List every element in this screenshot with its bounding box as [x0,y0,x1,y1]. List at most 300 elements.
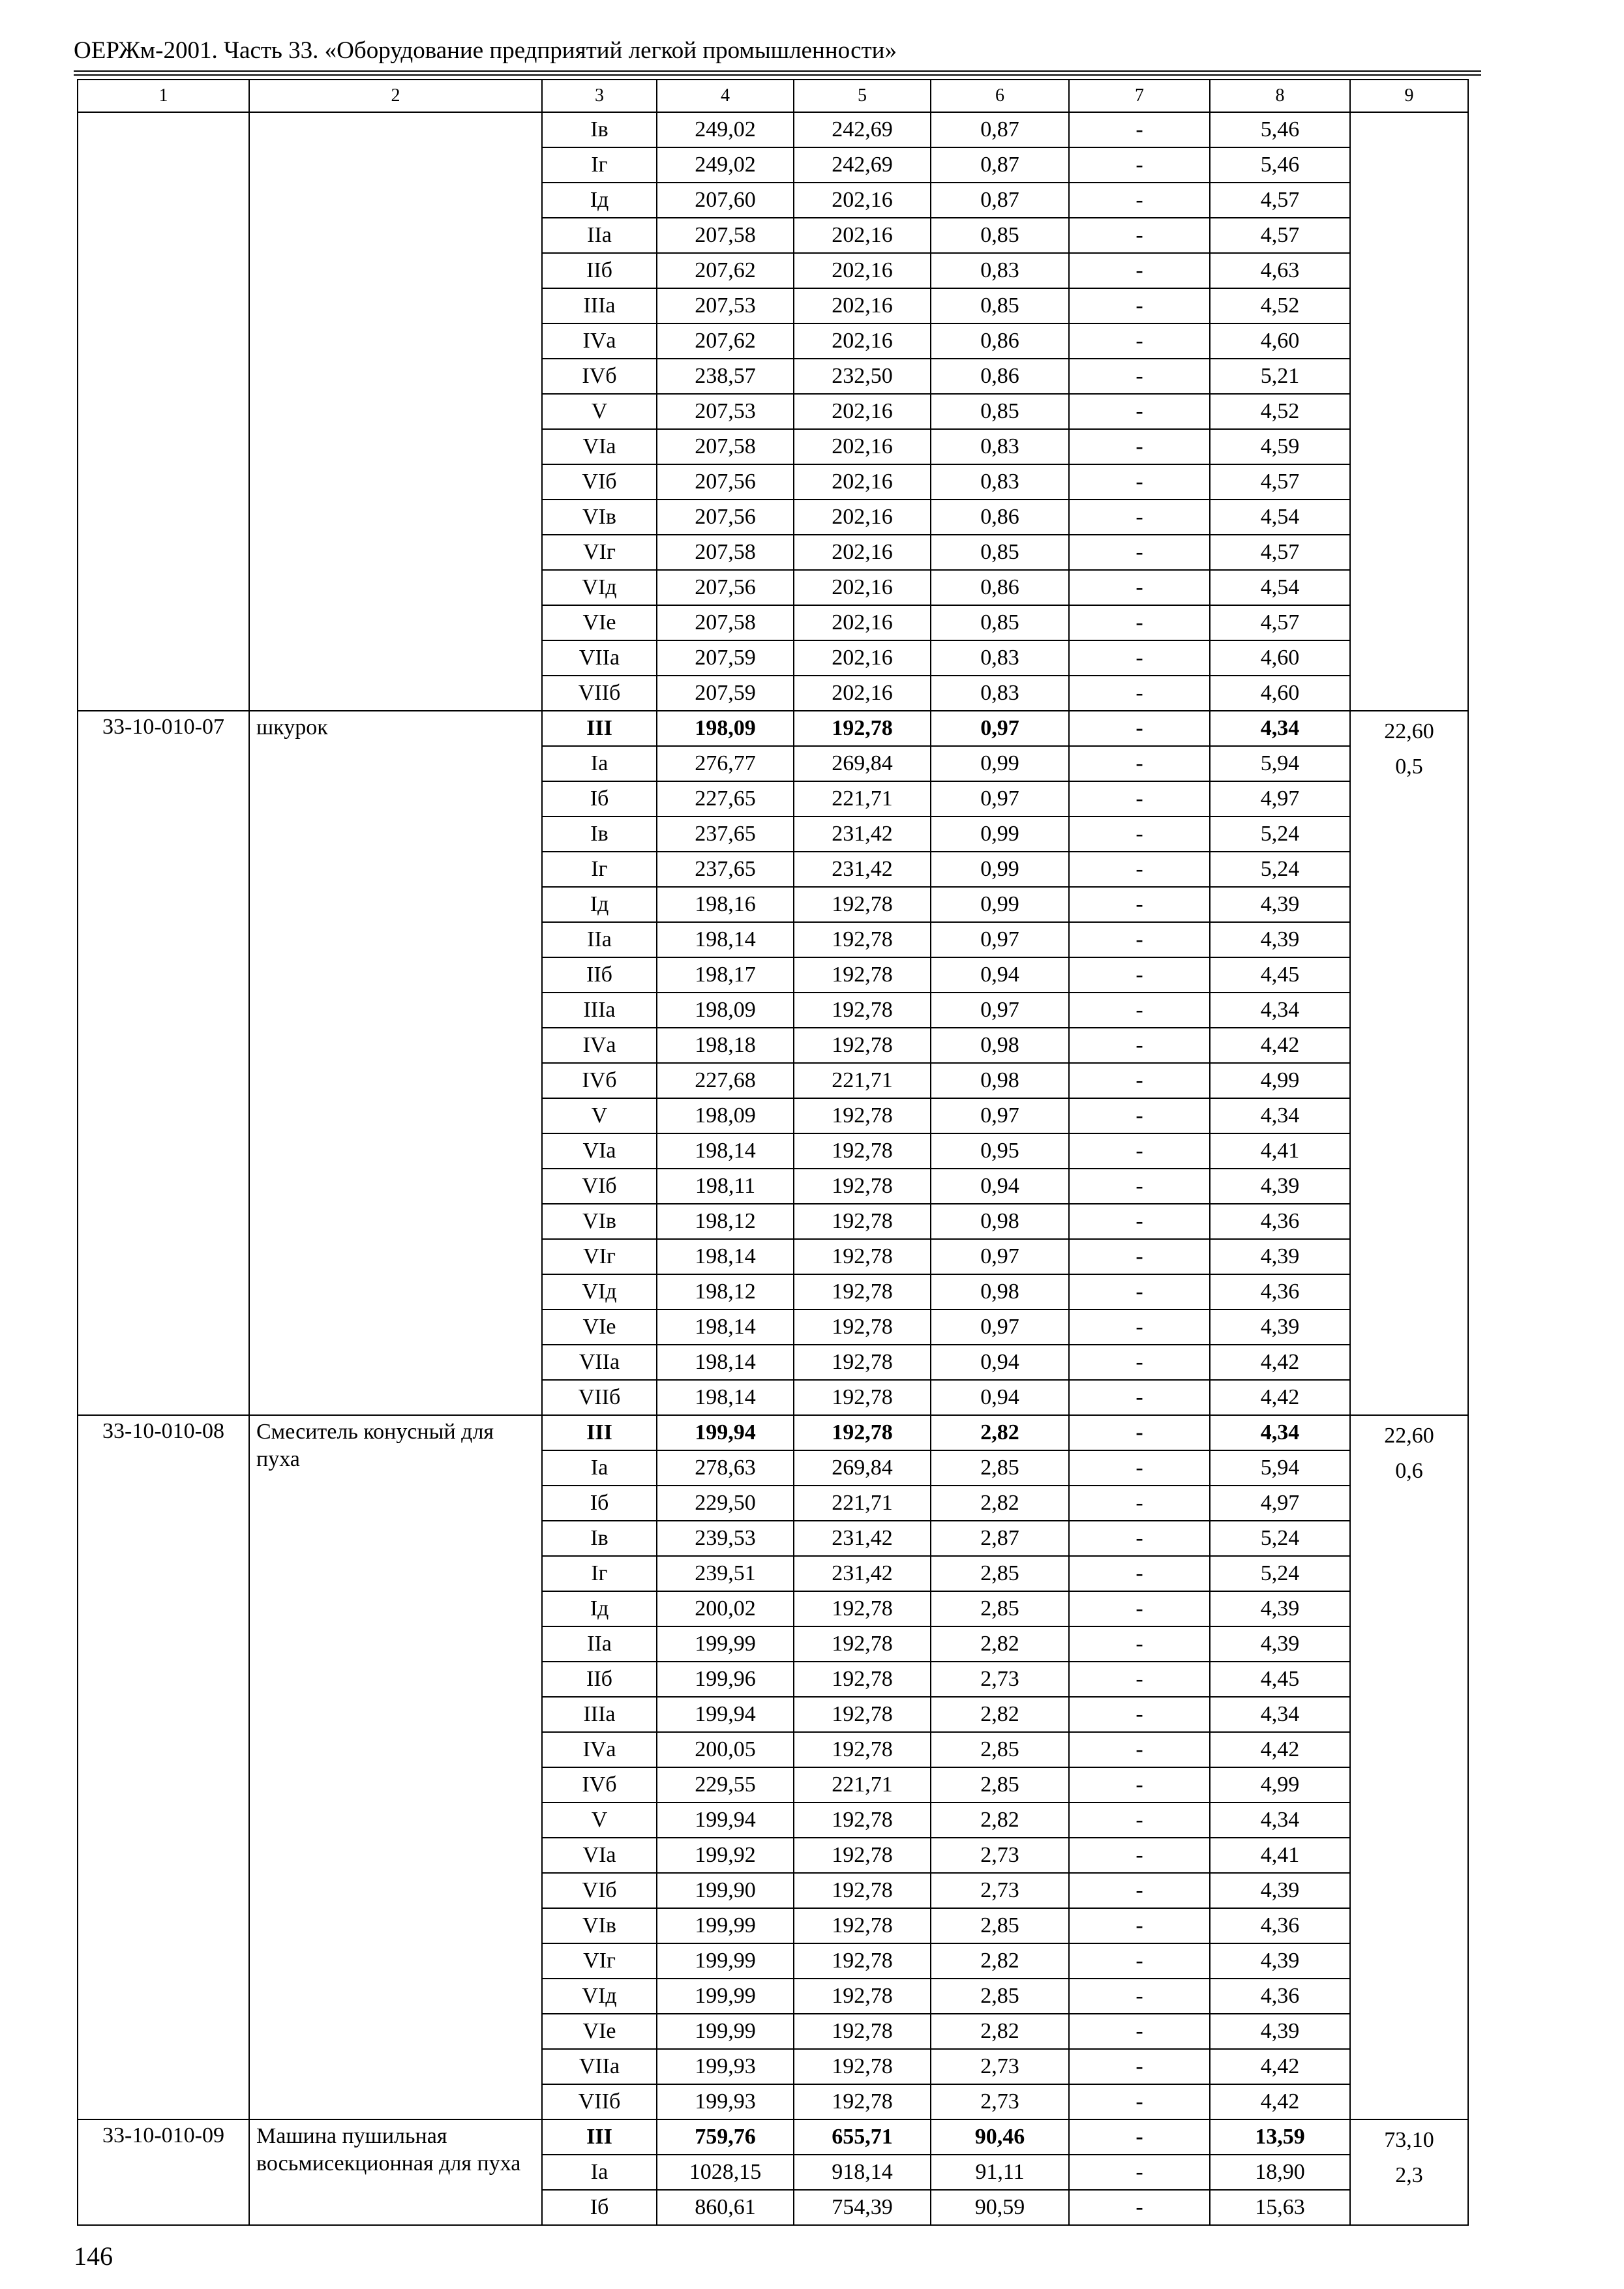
value-cell-c6: 0,86 [931,500,1069,535]
value-cell-c5: 192,78 [794,1697,931,1732]
table-row [78,2119,1468,2155]
value-cell-c7: - [1069,1873,1210,1908]
value-cell-c4: 198,12 [657,1274,794,1309]
value-cell-c3: IIIа [542,1697,657,1732]
value-cell-c8: 4,57 [1210,183,1350,218]
value-cell-c6: 2,73 [931,2049,1069,2084]
value-cell-c3: VIа [542,1838,657,1873]
value-cell-c5: 192,78 [794,1028,931,1063]
value-cell-c4: 199,99 [657,1943,794,1979]
value-cell-c3: VIIб [542,676,657,711]
value-cell-c3: Iг [542,147,657,183]
value-cell-c3: IIб [542,253,657,288]
value-cell-c4: 276,77 [657,746,794,781]
value-cell-c8: 4,42 [1210,1345,1350,1380]
value-cell-c5: 242,69 [794,147,931,183]
value-cell-c6: 2,82 [931,1486,1069,1521]
value-cell-c5: 231,42 [794,816,931,852]
value-cell-c3: IIIа [542,288,657,323]
value-cell-c5: 192,78 [794,2049,931,2084]
value-cell-c5: 231,42 [794,1521,931,1556]
value-cell-c5: 202,16 [794,253,931,288]
value-cell-c5: 192,78 [794,887,931,922]
value-cell-c4: 207,53 [657,394,794,429]
value-cell-c5: 192,78 [794,2084,931,2119]
value-cell-c3: Iд [542,1591,657,1626]
value-cell-c3: III [542,711,657,746]
value-cell-c7: - [1069,852,1210,887]
value-cell-c7: - [1069,570,1210,605]
value-cell-c7: - [1069,2084,1210,2119]
value-cell-c6: 0,97 [931,781,1069,816]
value-cell-c7: - [1069,1591,1210,1626]
value-cell-c4: 199,96 [657,1662,794,1697]
value-cell-c5: 242,69 [794,112,931,147]
equipment-name-cell [249,112,542,711]
value-cell-c8: 5,46 [1210,112,1350,147]
value-cell-c5: 192,78 [794,1415,931,1450]
value-cell-c6: 0,85 [931,288,1069,323]
value-cell-c3: IVб [542,1063,657,1098]
value-cell-c4: 227,68 [657,1063,794,1098]
value-cell-c6: 0,99 [931,852,1069,887]
column-9-cell [1350,1415,1468,2119]
value-cell-c3: IIа [542,922,657,957]
value-cell-c6: 2,82 [931,1803,1069,1838]
value-cell-c7: - [1069,1345,1210,1380]
value-cell-c6: 0,85 [931,605,1069,640]
value-cell-c4: 207,59 [657,676,794,711]
value-cell-c3: IIа [542,1626,657,1662]
value-cell-c5: 202,16 [794,676,931,711]
value-cell-c3: VIв [542,500,657,535]
value-cell-c4: 239,53 [657,1521,794,1556]
value-cell-c4: 207,58 [657,535,794,570]
value-cell-c7: - [1069,1063,1210,1098]
value-cell-c6: 90,46 [931,2119,1069,2155]
value-cell-c7: - [1069,1098,1210,1133]
value-cell-c6: 0,86 [931,570,1069,605]
value-cell-c6: 91,11 [931,2155,1069,2190]
value-cell-c4: 198,14 [657,922,794,957]
value-cell-c6: 0,94 [931,1169,1069,1204]
value-cell-c6: 0,94 [931,957,1069,993]
value-cell-c8: 4,39 [1210,1626,1350,1662]
column-number-cell: 4 [657,80,794,112]
value-cell-c5: 192,78 [794,1908,931,1943]
value-cell-c3: Iв [542,112,657,147]
value-cell-c3: VIв [542,1908,657,1943]
value-cell-c6: 0,87 [931,147,1069,183]
value-cell-c3: VIд [542,570,657,605]
value-cell-c8: 4,57 [1210,535,1350,570]
value-cell-c4: 198,18 [657,1028,794,1063]
value-cell-c5: 192,78 [794,1345,931,1380]
value-cell-c4: 207,60 [657,183,794,218]
value-cell-c3: VIб [542,1873,657,1908]
value-cell-c3: Iд [542,183,657,218]
document-header-title: ОЕРЖм-2001. Часть 33. «Оборудование предприятий легкой промышленности» [74,37,897,64]
value-cell-c4: 200,02 [657,1591,794,1626]
value-cell-c6: 0,97 [931,1309,1069,1345]
value-cell-c8: 4,60 [1210,323,1350,359]
value-cell-c5: 202,16 [794,288,931,323]
header-rule [74,74,1481,76]
value-cell-c7: - [1069,1133,1210,1169]
value-cell-c5: 202,16 [794,640,931,676]
value-cell-c4: 207,62 [657,323,794,359]
value-cell-c3: V [542,394,657,429]
value-cell-c7: - [1069,2119,1210,2155]
value-cell-c6: 2,73 [931,1662,1069,1697]
value-cell-c4: 199,94 [657,1697,794,1732]
value-cell-c7: - [1069,1521,1210,1556]
value-cell-c7: - [1069,1767,1210,1803]
column-number-cell: 6 [931,80,1069,112]
value-cell-c4: 199,90 [657,1873,794,1908]
value-cell-c3: VIIа [542,1345,657,1380]
value-cell-c6: 0,87 [931,112,1069,147]
column-number-cell: 9 [1350,80,1468,112]
value-cell-c4: 199,99 [657,2014,794,2049]
column-number-cell: 7 [1069,80,1210,112]
value-cell-c5: 192,78 [794,993,931,1028]
value-cell-c8: 4,97 [1210,1486,1350,1521]
value-cell-c6: 2,85 [931,1556,1069,1591]
value-cell-c8: 4,36 [1210,1204,1350,1239]
value-cell-c5: 202,16 [794,605,931,640]
value-cell-c6: 0,97 [931,922,1069,957]
value-cell-c5: 192,78 [794,1979,931,2014]
value-cell-c3: VIе [542,605,657,640]
value-cell-c7: - [1069,1626,1210,1662]
value-cell-c4: 207,62 [657,253,794,288]
column-9-cell [1350,711,1468,1415]
value-cell-c8: 4,34 [1210,711,1350,746]
value-cell-c7: - [1069,147,1210,183]
value-cell-c7: - [1069,922,1210,957]
value-cell-c5: 202,16 [794,500,931,535]
value-cell-c4: 227,65 [657,781,794,816]
value-cell-c7: - [1069,1979,1210,2014]
value-cell-c4: 198,09 [657,1098,794,1133]
value-cell-c3: IVб [542,1767,657,1803]
value-cell-c5: 192,78 [794,1098,931,1133]
value-cell-c7: - [1069,1028,1210,1063]
value-cell-c6: 0,83 [931,640,1069,676]
column-9-value: 0,5 [1395,755,1423,779]
value-cell-c8: 4,39 [1210,922,1350,957]
column-9-value: 22,60 [1384,719,1434,743]
value-cell-c8: 4,41 [1210,1838,1350,1873]
value-cell-c4: 860,61 [657,2190,794,2225]
value-cell-c5: 192,78 [794,1274,931,1309]
column-number-cell: 1 [78,80,249,112]
value-cell-c5: 192,78 [794,1662,931,1697]
value-cell-c4: 207,58 [657,605,794,640]
value-cell-c3: IIа [542,218,657,253]
value-cell-c7: - [1069,1169,1210,1204]
value-cell-c5: 192,78 [794,957,931,993]
value-cell-c3: VIIа [542,2049,657,2084]
value-cell-c5: 754,39 [794,2190,931,2225]
value-cell-c6: 2,82 [931,1697,1069,1732]
value-cell-c3: Iг [542,1556,657,1591]
resource-code-cell: 33-10-010-09 [78,2119,249,2225]
value-cell-c7: - [1069,112,1210,147]
value-cell-c4: 207,56 [657,500,794,535]
value-cell-c5: 192,78 [794,2014,931,2049]
rates-table [77,79,1469,2226]
value-cell-c3: IVб [542,359,657,394]
value-cell-c5: 231,42 [794,852,931,887]
value-cell-c7: - [1069,957,1210,993]
value-cell-c7: - [1069,218,1210,253]
value-cell-c6: 2,82 [931,1626,1069,1662]
value-cell-c8: 4,39 [1210,1309,1350,1345]
value-cell-c6: 0,98 [931,1204,1069,1239]
value-cell-c7: - [1069,1309,1210,1345]
value-cell-c3: Iг [542,852,657,887]
value-cell-c6: 0,85 [931,535,1069,570]
value-cell-c7: - [1069,253,1210,288]
value-cell-c6: 2,85 [931,1979,1069,2014]
value-cell-c7: - [1069,605,1210,640]
value-cell-c6: 0,98 [931,1063,1069,1098]
value-cell-c4: 199,99 [657,1979,794,2014]
value-cell-c4: 198,11 [657,1169,794,1204]
column-9-value: 0,6 [1395,1459,1423,1483]
value-cell-c6: 0,85 [931,218,1069,253]
value-cell-c5: 221,71 [794,781,931,816]
value-cell-c8: 4,45 [1210,957,1350,993]
value-cell-c6: 0,83 [931,676,1069,711]
value-cell-c8: 4,39 [1210,1591,1350,1626]
value-cell-c6: 0,94 [931,1345,1069,1380]
value-cell-c7: - [1069,2049,1210,2084]
value-cell-c8: 4,54 [1210,500,1350,535]
value-cell-c7: - [1069,1415,1210,1450]
value-cell-c7: - [1069,1204,1210,1239]
value-cell-c4: 199,94 [657,1415,794,1450]
value-cell-c4: 1028,15 [657,2155,794,2190]
column-9-value: 22,60 [1384,1424,1434,1448]
value-cell-c3: Iа [542,746,657,781]
value-cell-c3: Iв [542,1521,657,1556]
value-cell-c8: 4,34 [1210,1697,1350,1732]
value-cell-c6: 0,98 [931,1274,1069,1309]
value-cell-c3: VIа [542,1133,657,1169]
value-cell-c7: - [1069,711,1210,746]
value-cell-c8: 4,39 [1210,1169,1350,1204]
value-cell-c7: - [1069,1803,1210,1838]
value-cell-c5: 192,78 [794,1204,931,1239]
value-cell-c8: 4,34 [1210,1098,1350,1133]
value-cell-c5: 192,78 [794,1732,931,1767]
value-cell-c6: 2,85 [931,1450,1069,1486]
value-cell-c7: - [1069,288,1210,323]
column-number-cell: 5 [794,80,931,112]
value-cell-c7: - [1069,183,1210,218]
value-cell-c4: 239,51 [657,1556,794,1591]
value-cell-c4: 237,65 [657,816,794,852]
value-cell-c5: 269,84 [794,1450,931,1486]
value-cell-c5: 202,16 [794,464,931,500]
value-cell-c5: 192,78 [794,1309,931,1345]
value-cell-c7: - [1069,2014,1210,2049]
value-cell-c5: 192,78 [794,922,931,957]
equipment-name-cell: Машина пушильная восьмисекционная для пуха [249,2119,542,2225]
table-row [78,1415,1468,1450]
column-9-cell [1350,112,1468,711]
value-cell-c4: 237,65 [657,852,794,887]
value-cell-c6: 0,97 [931,1239,1069,1274]
value-cell-c3: Iд [542,887,657,922]
value-cell-c8: 4,39 [1210,1943,1350,1979]
value-cell-c3: VIд [542,1979,657,2014]
value-cell-c7: - [1069,429,1210,464]
equipment-name-cell: Смеситель конусный для пуха [249,1415,542,2119]
value-cell-c8: 4,39 [1210,887,1350,922]
value-cell-c5: 231,42 [794,1556,931,1591]
value-cell-c5: 192,78 [794,711,931,746]
value-cell-c8: 5,94 [1210,1450,1350,1486]
value-cell-c8: 4,45 [1210,1662,1350,1697]
value-cell-c4: 198,16 [657,887,794,922]
value-cell-c8: 4,54 [1210,570,1350,605]
value-cell-c8: 15,63 [1210,2190,1350,2225]
value-cell-c7: - [1069,781,1210,816]
value-cell-c4: 759,76 [657,2119,794,2155]
value-cell-c4: 207,56 [657,570,794,605]
value-cell-c4: 199,99 [657,1908,794,1943]
value-cell-c6: 2,85 [931,1908,1069,1943]
value-cell-c6: 0,97 [931,993,1069,1028]
value-cell-c5: 192,78 [794,1873,931,1908]
value-cell-c3: IIIа [542,993,657,1028]
value-cell-c6: 0,95 [931,1133,1069,1169]
value-cell-c8: 4,97 [1210,781,1350,816]
column-number-cell: 2 [249,80,542,112]
value-cell-c6: 0,87 [931,183,1069,218]
value-cell-c6: 2,73 [931,1873,1069,1908]
value-cell-c8: 5,46 [1210,147,1350,183]
value-cell-c6: 0,83 [931,253,1069,288]
value-cell-c5: 192,78 [794,1626,931,1662]
value-cell-c3: Iв [542,816,657,852]
value-cell-c5: 202,16 [794,218,931,253]
value-cell-c5: 202,16 [794,183,931,218]
value-cell-c4: 207,59 [657,640,794,676]
value-cell-c4: 207,56 [657,464,794,500]
value-cell-c7: - [1069,993,1210,1028]
value-cell-c4: 199,94 [657,1803,794,1838]
value-cell-c3: V [542,1098,657,1133]
value-cell-c3: VIIб [542,1380,657,1415]
value-cell-c3: IVа [542,323,657,359]
value-cell-c7: - [1069,1943,1210,1979]
value-cell-c8: 4,39 [1210,1239,1350,1274]
value-cell-c5: 192,78 [794,1239,931,1274]
value-cell-c8: 4,59 [1210,429,1350,464]
value-cell-c7: - [1069,2190,1210,2225]
value-cell-c3: IIб [542,957,657,993]
value-cell-c6: 2,82 [931,1415,1069,1450]
value-cell-c3: VIв [542,1204,657,1239]
value-cell-c7: - [1069,500,1210,535]
value-cell-c8: 5,94 [1210,746,1350,781]
value-cell-c4: 198,09 [657,993,794,1028]
value-cell-c3: V [542,1803,657,1838]
value-cell-c5: 192,78 [794,1803,931,1838]
value-cell-c8: 4,42 [1210,1028,1350,1063]
value-cell-c8: 5,24 [1210,852,1350,887]
value-cell-c4: 249,02 [657,112,794,147]
value-cell-c8: 4,39 [1210,2014,1350,2049]
value-cell-c5: 269,84 [794,746,931,781]
value-cell-c8: 5,21 [1210,359,1350,394]
value-cell-c5: 192,78 [794,1943,931,1979]
value-cell-c8: 4,34 [1210,993,1350,1028]
value-cell-c8: 4,36 [1210,1274,1350,1309]
value-cell-c3: VIб [542,1169,657,1204]
value-cell-c7: - [1069,464,1210,500]
value-cell-c5: 232,50 [794,359,931,394]
value-cell-c8: 4,57 [1210,218,1350,253]
value-cell-c7: - [1069,1239,1210,1274]
column-9-value: 2,3 [1395,2163,1423,2187]
table-row [78,112,1468,147]
value-cell-c4: 200,05 [657,1732,794,1767]
value-cell-c5: 192,78 [794,1591,931,1626]
column-9-value: 73,10 [1384,2128,1434,2152]
value-cell-c7: - [1069,1908,1210,1943]
value-cell-c6: 2,85 [931,1591,1069,1626]
value-cell-c4: 198,09 [657,711,794,746]
value-cell-c8: 4,52 [1210,394,1350,429]
value-cell-c3: IVа [542,1028,657,1063]
value-cell-c8: 13,59 [1210,2119,1350,2155]
value-cell-c6: 0,86 [931,323,1069,359]
value-cell-c4: 229,55 [657,1767,794,1803]
value-cell-c5: 221,71 [794,1486,931,1521]
value-cell-c7: - [1069,323,1210,359]
value-cell-c5: 918,14 [794,2155,931,2190]
equipment-name-cell: шкурок [249,711,542,1415]
table-row [78,711,1468,746]
value-cell-c5: 655,71 [794,2119,931,2155]
value-cell-c4: 278,63 [657,1450,794,1486]
page-number: 146 [74,2241,113,2271]
value-cell-c4: 207,58 [657,429,794,464]
value-cell-c3: VIе [542,2014,657,2049]
value-cell-c5: 192,78 [794,1838,931,1873]
value-cell-c6: 0,99 [931,746,1069,781]
value-cell-c4: 249,02 [657,147,794,183]
value-cell-c7: - [1069,640,1210,676]
value-cell-c8: 4,42 [1210,2049,1350,2084]
value-cell-c4: 199,93 [657,2049,794,2084]
value-cell-c6: 2,73 [931,1838,1069,1873]
value-cell-c7: - [1069,676,1210,711]
value-cell-c7: - [1069,1486,1210,1521]
value-cell-c7: - [1069,535,1210,570]
column-9-cell [1350,2119,1468,2225]
value-cell-c4: 207,53 [657,288,794,323]
value-cell-c6: 0,99 [931,816,1069,852]
value-cell-c6: 0,94 [931,1380,1069,1415]
value-cell-c3: IIб [542,1662,657,1697]
